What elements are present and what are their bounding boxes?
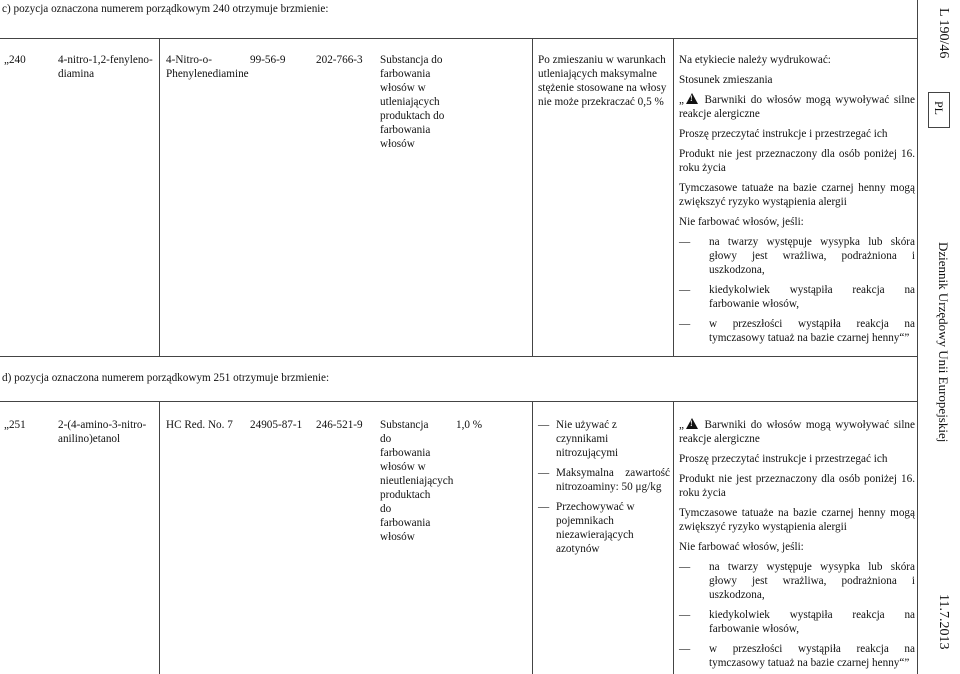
quote-mark: „ — [679, 94, 684, 106]
cas-number: 24905-87-1 — [250, 419, 303, 431]
tattoo-warning: Tymczasowe tatuaże na bazie czarnej henny mogą zwiększyć ryzyko wystąpienia alergii — [679, 507, 915, 533]
table-top-rule — [0, 401, 918, 402]
publication-date: 11.7.2013 — [936, 594, 951, 650]
dash-bullet: — — [679, 284, 691, 296]
section-d-heading: d) pozycja oznaczona numerem porządkowym 251 otrzymuje brzmienie: — [2, 372, 330, 384]
journal-sidebar — [917, 0, 960, 674]
inn-name: 4-Nitro-o-Phenylenediamine — [166, 54, 249, 80]
list-item-text: na twarzy występuje wysypka lub skóra głowy jest wrażliwa, podrażniona i uszkodzona, — [709, 236, 915, 276]
dash-bullet: — — [679, 643, 691, 655]
ec-number: 246-521-9 — [316, 419, 363, 431]
dash-bullet: — — [679, 318, 691, 330]
list-item — [538, 500, 670, 556]
list-item-text: na twarzy występuje wysypka lub skóra głowy jest wrażliwa, podrażniona i uszkodzona, — [709, 561, 915, 601]
warnings-block-d — [679, 418, 915, 670]
warning-triangle-icon — [686, 93, 698, 104]
column-rule — [673, 401, 674, 674]
ref-number: „251 — [4, 419, 26, 431]
list-item-text: kiedykolwiek wystąpiła reakcja na farbowanie włosów, — [709, 609, 915, 635]
age-warning: Produkt nie jest przeznaczony dla osób poniżej 16. roku życia — [679, 148, 915, 174]
list-item-text: kiedykolwiek wystąpiła reakcja na farbowanie włosów, — [709, 284, 915, 310]
inn-name: HC Red. No. 7 — [166, 419, 233, 431]
allergy-text: Barwniki do włosów mogą wywoływać silne reakcje alergiczne — [679, 94, 915, 120]
tattoo-warning: Tymczasowe tatuaże na bazie czarnej henny mogą zwiększyć ryzyko wystąpienia alergii — [679, 182, 915, 208]
do-not-dye-heading: Nie farbować włosów, jeśli: — [679, 216, 804, 228]
other-conditions — [538, 418, 670, 556]
list-item — [679, 560, 915, 602]
table-bottom-rule — [0, 356, 918, 357]
warning-triangle-icon — [686, 418, 698, 429]
ref-number: „240 — [4, 54, 26, 66]
read-instructions: Proszę przeczytać instrukcje i przestrzegać ich — [679, 128, 888, 140]
dash-bullet: — — [679, 561, 691, 573]
language-code: PL — [932, 101, 946, 116]
column-rule — [532, 401, 533, 674]
warnings-block-c — [679, 53, 915, 345]
list-item-text: Nie używać z czynnikami nitrozującymi — [556, 419, 619, 459]
column-rule — [532, 38, 533, 356]
list-item — [679, 317, 915, 345]
table-top-rule — [0, 38, 918, 39]
section-c-heading: c) pozycja oznaczona numerem porządkowym 240 otrzymuje brzmienie: — [2, 3, 329, 15]
cas-number: 99-56-9 — [250, 54, 286, 66]
journal-title: Dziennik Urzędowy Unii Europejskiej — [936, 242, 951, 443]
usage-conditions: Po zmieszaniu w warunkach utleniających maksymalne stężenie stosowane na włosy nie może przekraczać 0,5 % — [538, 54, 667, 108]
list-item-text: Maksymalna zawartość nitrozoaminy: 50 μg/kg — [556, 467, 670, 493]
column-rule — [673, 38, 674, 356]
warnings-intro: Na etykiecie należy wydrukować: — [679, 54, 831, 66]
ec-number: 202-766-3 — [316, 54, 363, 66]
list-item-text: Przechowywać w pojemnikach niezawierających azotynów — [556, 501, 635, 555]
list-item — [679, 642, 915, 670]
list-item-text: w przeszłości wystąpiła reakcja na tymczasowy tatuaż na bazie czarnej henny“” — [709, 318, 915, 344]
list-item — [679, 283, 915, 311]
dash-bullet: — — [679, 609, 691, 621]
dash-bullet: — — [538, 501, 550, 513]
list-item — [538, 466, 670, 494]
read-instructions: Proszę przeczytać instrukcje i przestrzegać ich — [679, 453, 888, 465]
allergy-warning — [679, 418, 915, 446]
column-rule — [159, 401, 160, 674]
substance-name: 2-(4-amino-3-nitro-anilino)etanol — [58, 419, 147, 445]
list-item-text: w przeszłości wystąpiła reakcja na tymczasowy tatuaż na bazie czarnej henny“” — [709, 643, 915, 669]
product-scope: Substancja do farbowania włosów w nieutleniających produktach do farbowania włosów — [380, 419, 454, 543]
quote-mark: „ — [679, 419, 684, 431]
product-scope: Substancja do farbowania włosów w utleniających produktach do farbowania włosów — [380, 54, 445, 150]
dash-bullet: — — [679, 236, 691, 248]
age-warning: Produkt nie jest przeznaczony dla osób poniżej 16. roku życia — [679, 473, 915, 499]
language-box — [928, 92, 950, 128]
substance-name: 4-nitro-1,2-fenyleno-diamina — [58, 54, 153, 80]
dash-bullet: — — [538, 467, 550, 479]
dash-bullet: — — [538, 419, 550, 431]
list-item — [679, 608, 915, 636]
allergy-text: Barwniki do włosów mogą wywoływać silne reakcje alergiczne — [679, 419, 915, 445]
list-item — [679, 235, 915, 277]
mixing-ratio: Stosunek zmieszania — [679, 74, 773, 86]
list-item — [538, 418, 670, 460]
do-not-dye-heading: Nie farbować włosów, jeśli: — [679, 541, 804, 553]
allergy-warning — [679, 93, 915, 121]
max-concentration: 1,0 % — [456, 419, 483, 431]
column-rule — [159, 38, 160, 356]
page-reference: L 190/46 — [936, 8, 951, 59]
